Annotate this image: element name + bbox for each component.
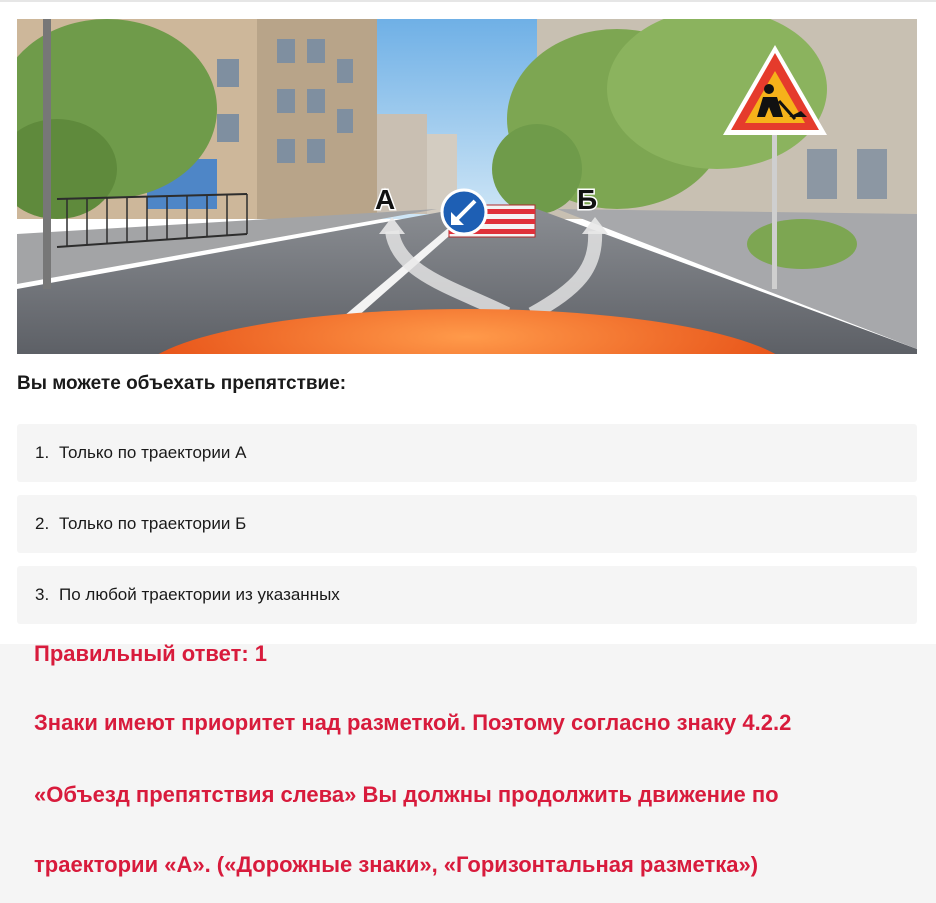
explanation-line-1: Знаки имеют приоритет над разметкой. Поэтому согласно знаку 4.2.2 xyxy=(34,710,792,735)
explanation-line-3: траектории «А». («Дорожные знаки», «Горизонтальная разметка») xyxy=(34,852,759,877)
option-number: 1. xyxy=(35,443,50,462)
explanation-line-2: «Объезд препятствия слева» Вы должны продолжить движение по xyxy=(34,782,779,807)
road-illustration xyxy=(17,19,917,354)
answer-option-2[interactable] xyxy=(17,495,917,553)
answer-option-3[interactable] xyxy=(17,566,917,624)
option-label: Только по траектории А xyxy=(59,443,247,462)
option-number: 2. xyxy=(35,514,50,533)
trajectory-label-a: А xyxy=(375,184,396,215)
question-text: Вы можете объехать препятствие: xyxy=(17,373,347,394)
top-divider xyxy=(0,0,936,2)
option-label: Только по траектории Б xyxy=(59,514,247,533)
answer-option-1[interactable] xyxy=(17,424,917,482)
option-label: По любой траектории из указанных xyxy=(59,585,340,604)
correct-answer-title: Правильный ответ: 1 xyxy=(34,641,268,666)
trajectory-label-b: Б xyxy=(577,184,598,215)
option-number: 3. xyxy=(35,585,50,604)
